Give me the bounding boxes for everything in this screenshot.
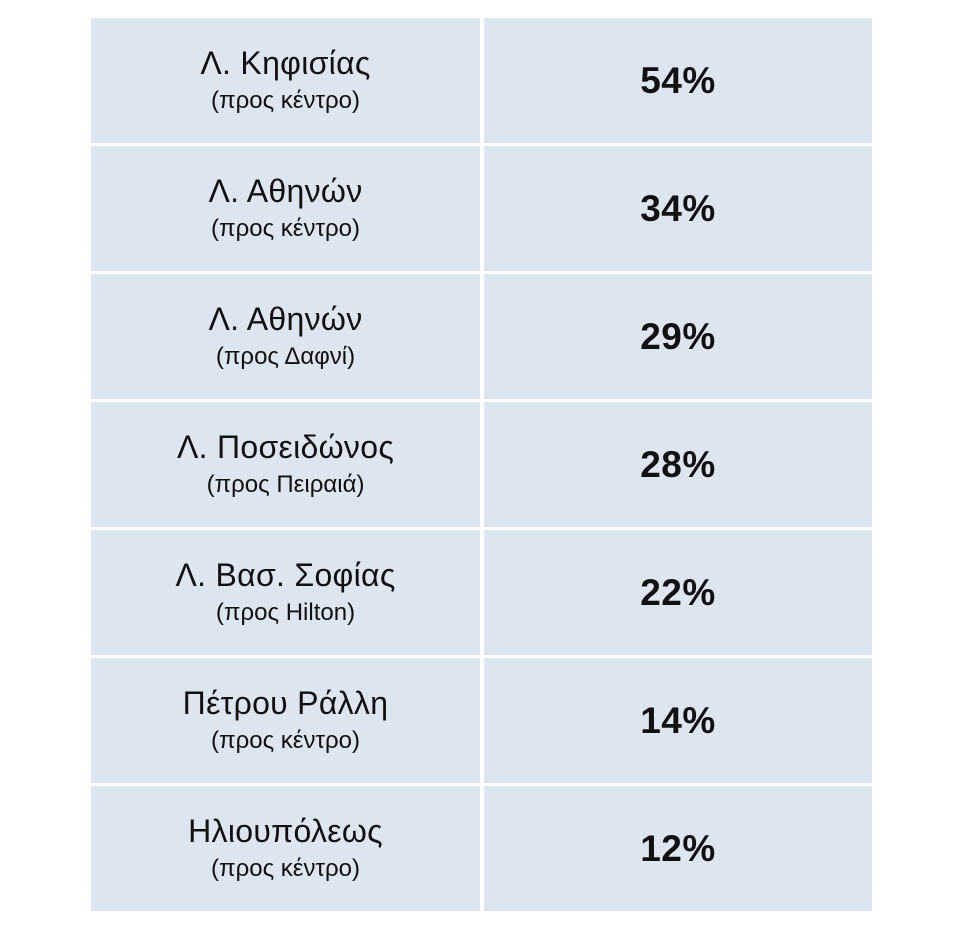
percent-value: 22% [640,571,716,613]
road-direction: (προς Πειραιά) [206,470,365,498]
percent-value: 34% [640,187,716,229]
road-cell [91,402,480,527]
road-name: Ηλιουπόλεως [188,813,383,850]
road-name: Λ. Κηφισίας [200,45,371,82]
road-direction: (προς Δαφνί) [215,342,356,370]
percent-cell [484,530,872,655]
road-direction: (προς κέντρο) [211,726,360,754]
road-direction: (προς Hilton) [215,598,356,626]
road-name: Λ. Βασ. Σοφίας [175,557,396,594]
traffic-table [91,18,872,904]
percent-value: 29% [640,315,716,357]
road-cell [91,146,480,271]
road-cell [91,530,480,655]
percent-value: 12% [640,827,716,869]
road-cell [91,274,480,399]
road-direction: (προς κέντρο) [211,214,360,242]
percent-value: 14% [640,699,716,741]
percent-cell [484,786,872,911]
road-cell [91,18,480,143]
road-name: Λ. Αθηνών [208,173,363,210]
percent-cell [484,402,872,527]
percent-cell [484,658,872,783]
road-cell [91,658,480,783]
percent-cell [484,146,872,271]
road-name: Πέτρου Ράλλη [182,685,389,722]
percent-cell [484,18,872,143]
percent-cell [484,274,872,399]
percent-value: 28% [640,443,716,485]
road-name: Λ. Αθηνών [208,301,363,338]
road-direction: (προς κέντρο) [211,86,360,114]
road-name: Λ. Ποσειδώνος [176,429,395,466]
road-cell [91,786,480,911]
percent-value: 54% [640,59,716,101]
road-direction: (προς κέντρο) [211,854,360,882]
